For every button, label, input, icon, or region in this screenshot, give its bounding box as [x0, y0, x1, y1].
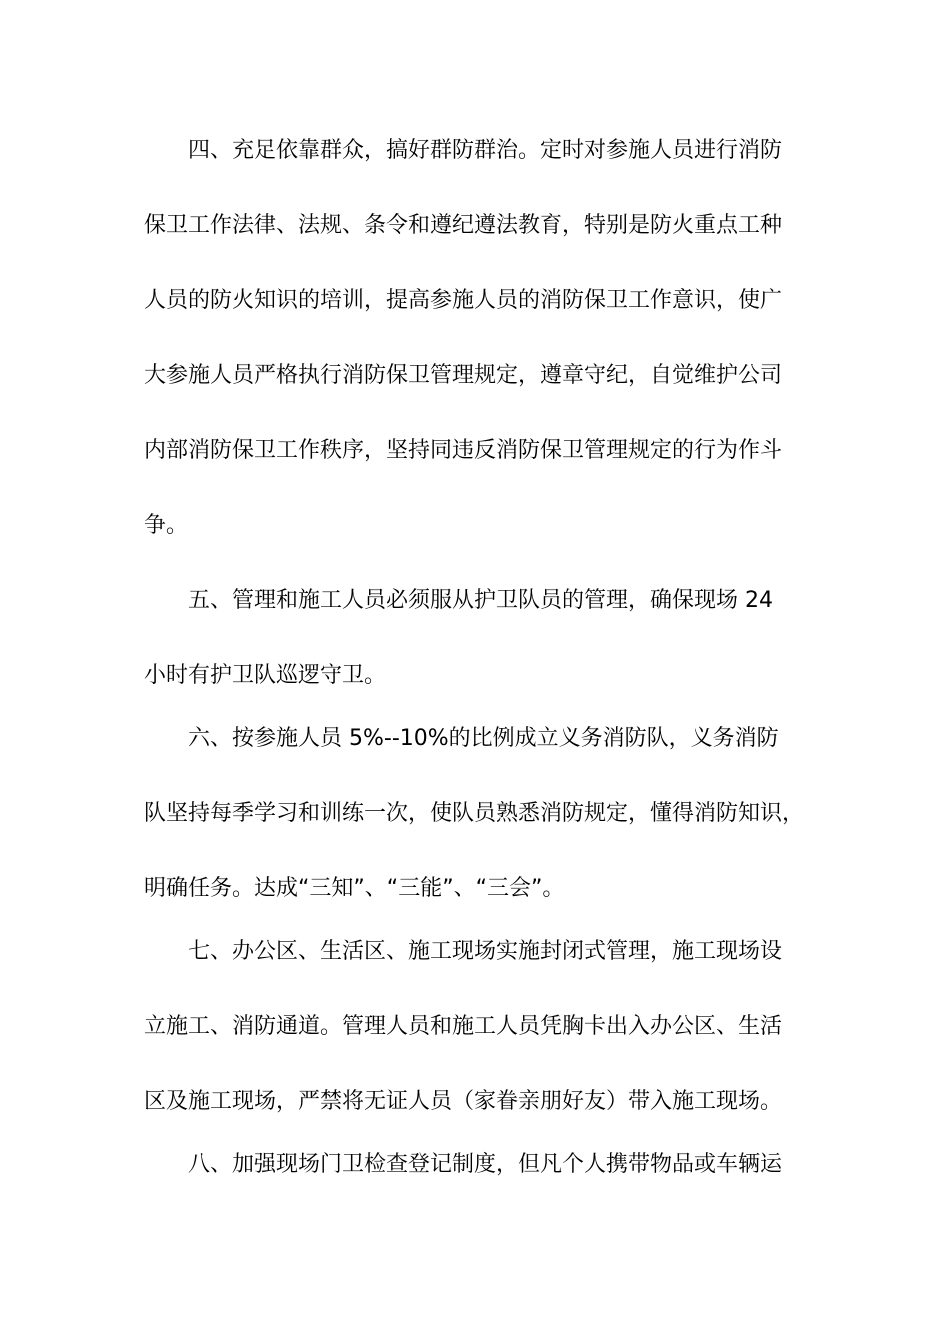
text-line: 四、充足依靠群众，搞好群防群治。定时对参施人员进行消防 — [188, 138, 783, 163]
text-line: 大参施人员严格执行消防保卫管理规定，遵章守纪，自觉维护公司 — [144, 363, 783, 388]
text-line: 七、办公区、生活区、施工现场实施封闭式管理，施工现场设 — [188, 939, 783, 964]
text-line: 人员的防火知识的培训，提高参施人员的消防保卫工作意识，使广 — [144, 288, 783, 313]
text-line: 小时有护卫队巡逻守卫。 — [144, 663, 387, 688]
text-line: 区及施工现场，严禁将无证人员（家眷亲朋好友）带入施工现场。 — [144, 1089, 783, 1114]
text-line: 八、加强现场门卫检查登记制度，但凡个人携带物品或车辆运 — [188, 1152, 783, 1177]
text-line: 保卫工作法律、法规、条令和遵纪遵法教育，特别是防火重点工种 — [144, 213, 783, 238]
text-line: 六、按参施人员 5%--10%的比例成立义务消防队，义务消防 — [188, 726, 779, 751]
text-line: 队坚持每季学习和训练一次，使队员熟悉消防规定，懂得消防知识， — [144, 801, 805, 826]
text-line: 内部消防保卫工作秩序，坚持同违反消防保卫管理规定的行为作斗 — [144, 438, 783, 463]
text-line: 明确任务。达成“三知”、“三能”、“三会”。 — [144, 876, 565, 901]
text-line: 五、管理和施工人员必须服从护卫队员的管理，确保现场 24 — [188, 588, 773, 613]
text-line: 立施工、消防通道。管理人员和施工人员凭胸卡出入办公区、生活 — [144, 1014, 783, 1039]
text-line: 争。 — [144, 513, 189, 538]
